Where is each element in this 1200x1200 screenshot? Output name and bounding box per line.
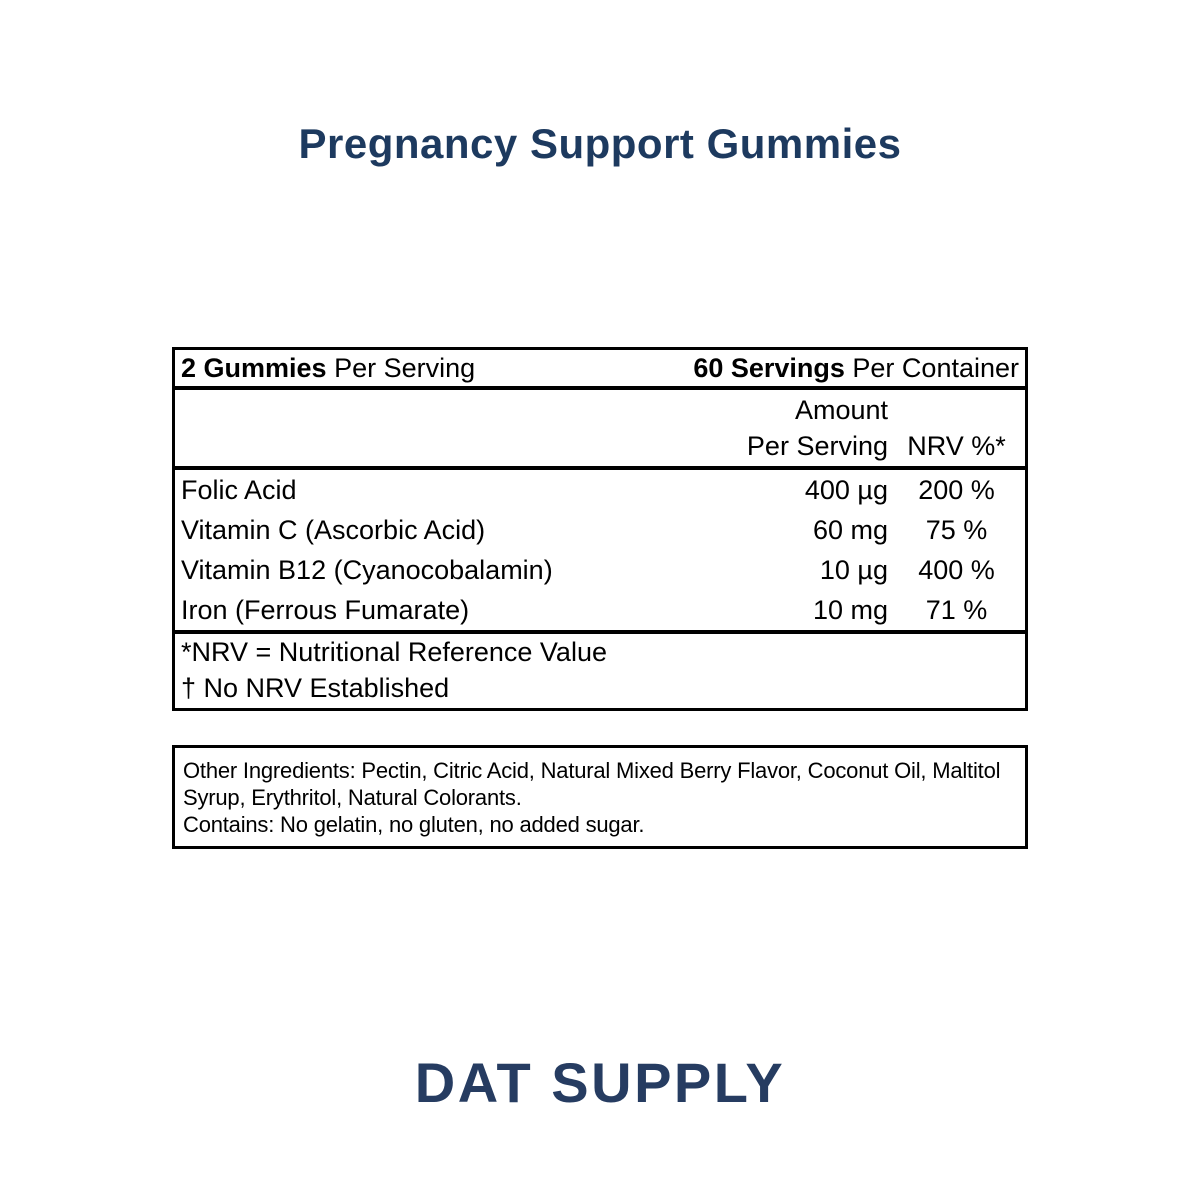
- product-title: Pregnancy Support Gummies: [298, 120, 902, 167]
- nutrient-name: Vitamin B12 (Cyanocobalamin): [181, 554, 553, 585]
- nutrient-rows: [175, 470, 1025, 630]
- nutrient-amount: 60 mg: [812, 514, 888, 545]
- nutrient-nrv: 400 %: [918, 554, 995, 585]
- amount-header-line1: Amount: [794, 394, 888, 425]
- nutrient-name: Vitamin C (Ascorbic Acid): [181, 514, 486, 545]
- no-nrv-footnote: † No NRV Established: [181, 672, 450, 703]
- serving-info-row: [175, 350, 1025, 390]
- table-row: [175, 550, 1025, 590]
- brand-wordmark: DAT SUPPLY: [414, 1051, 786, 1114]
- servings-per-container-count: 60 Servings: [693, 352, 845, 383]
- table-row: [175, 510, 1025, 550]
- contains-text: Contains: No gelatin, no gluten, no added sugar.: [183, 812, 645, 837]
- header-row-1: [175, 392, 1025, 428]
- per-serving-label: Per Serving: [326, 352, 476, 383]
- table-row: [175, 470, 1025, 510]
- nutrient-name: Iron (Ferrous Fumarate): [181, 594, 470, 625]
- nutrient-amount: 400 µg: [804, 474, 888, 505]
- supplement-facts-table: [172, 347, 1028, 711]
- per-container-label: Per Container: [844, 352, 1019, 383]
- column-header-block: [175, 390, 1025, 470]
- nutrient-amount: 10 mg: [812, 594, 888, 625]
- nrv-header: NRV %*: [907, 430, 1006, 461]
- other-ingredients-text: Other Ingredients: Pectin, Citric Acid, Natural Mixed Berry Flavor, Coconut Oil, Maltitol Syrup, Erythritol, Natural Colorants.: [183, 758, 1001, 810]
- gummies-per-serving-count: 2 Gummies: [181, 352, 327, 383]
- amount-header-line2: Per Serving: [746, 430, 888, 461]
- other-ingredients-box: [172, 745, 1028, 849]
- nrv-definition-footnote: *NRV = Nutritional Reference Value: [181, 636, 607, 667]
- nutrient-nrv: 75 %: [925, 514, 988, 545]
- nutrient-amount: 10 µg: [819, 554, 888, 585]
- footnotes-block: [175, 630, 1025, 708]
- nutrient-nrv: 200 %: [918, 474, 995, 505]
- table-row: [175, 590, 1025, 630]
- header-row-2: [175, 428, 1025, 464]
- nutrient-name: Folic Acid: [181, 474, 297, 505]
- nutrient-nrv: 71 %: [925, 594, 988, 625]
- per-container-info: [693, 352, 1019, 383]
- per-serving-info: [181, 352, 476, 383]
